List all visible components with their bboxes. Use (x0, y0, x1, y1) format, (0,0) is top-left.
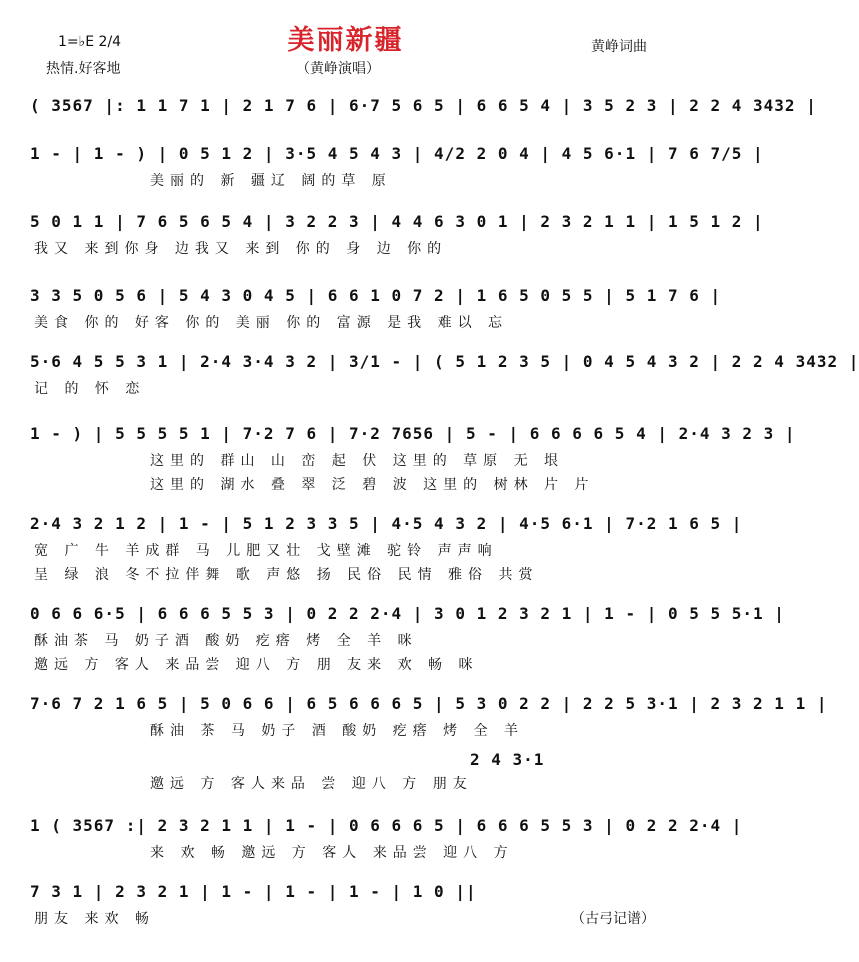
lyric-line: 酥油茶 马 奶子酒 酸奶 疙瘩 烤 全 羊 咪 (34, 633, 418, 649)
lyric-line: 邀远 方 客人 来品尝 迎八 方 朋 友来 欢 畅 咪 (34, 657, 479, 673)
staff-notes: 2·4 3 2 1 2 | 1 - | 5 1 2 3 3 5 | 4·5 4 3 2 | 4·5 6·1 | 7·2 1 6 5 | (30, 514, 743, 533)
staff-line-3 (30, 208, 764, 261)
lyric-line: 这里的 群山 山 峦 起 伏 这里的 草原 无 垠 (150, 453, 565, 469)
staff-notes: 7 3 1 | 2 3 2 1 | 1 - | 1 - | 1 - | 1 0 || (30, 882, 477, 901)
singer-credit: （黄峥演唱） (296, 61, 380, 77)
staff-line-1 (30, 92, 817, 121)
staff-notes: 5·6 4 5 5 3 1 | 2·4 3·4 3 2 | 3/1 - | ( 5 1 2 3 5 | 0 4 5 4 3 2 | 2 2 4 3432 | (30, 352, 859, 371)
staff-line-11 (30, 878, 662, 931)
staff-line-6 (30, 420, 796, 497)
staff-notes: 0 6 6 6·5 | 6 6 6 5 5 3 | 0 2 2 2·4 | 3 0 1 2 3 2 1 | 1 - | 0 5 5 5·1 | (30, 604, 785, 623)
lyric-line: 这里的 湖水 叠 翠 泛 碧 波 这里的 树林 片 片 (150, 477, 595, 493)
lyric-line: 朋友 来欢 畅 (34, 911, 155, 927)
lyric-line: 呈 绿 浪 冬不拉伴舞 歌 声悠 扬 民俗 民情 雅俗 共赏 (34, 567, 539, 583)
staff-line-10 (30, 812, 743, 865)
key-signature: 1=♭E 2/4 (58, 34, 122, 50)
lyric-line: 我又 来到你身 边我又 来到 你的 身 边 你的 (34, 241, 448, 257)
song-title: 美丽新疆 (287, 25, 404, 56)
staff-notes: 1 - | 1 - ) | 0 5 1 2 | 3·5 4 5 4 3 | 4/2 2 0 4 | 4 5 6·1 | 7 6 7/5 | (30, 144, 764, 163)
staff-line-2 (30, 140, 764, 193)
alt-voice-notes (470, 746, 590, 775)
staff-line-4 (30, 282, 722, 335)
tempo-mark: 热情.好客地 (46, 61, 121, 77)
transcriber-credit: （古弓记谱） (571, 911, 655, 927)
lyric-line: 来 欢 畅 邀远 方 客人 来品尝 迎八 方 (150, 845, 514, 861)
staff-notes: 2 4 3·1 (470, 750, 545, 769)
staff-notes: ( 3567 |: 1 1 7 1 | 2 1 7 6 | 6·7 5 6 5 | 6 6 5 4 | 3 5 2 3 | 2 2 4 3432 | (30, 96, 817, 115)
staff-notes: 7·6 7 2 1 6 5 | 5 0 6 6 | 6 5 6 6 6 5 | 5 3 0 2 2 | 2 2 5 3·1 | 2 3 2 1 1 | (30, 694, 828, 713)
staff-notes: 1 - ) | 5 5 5 5 1 | 7·2 7 6 | 7·2 7656 | 5 - | 6 6 6 6 5 4 | 2·4 3 2 3 | (30, 424, 796, 443)
composer-credit: 黄峥词曲 (591, 39, 647, 55)
alt-voice-lyrics (30, 772, 662, 796)
staff-notes: 1 ( 3567 :| 2 3 2 1 1 | 1 - | 0 6 6 6 5 | 6 6 6 5 5 3 | 0 2 2 2·4 | (30, 816, 743, 835)
staff-line-5 (30, 348, 859, 401)
lyric-line: 美丽的 新 疆辽 阔的草 原 (150, 173, 392, 189)
staff-notes: 3 3 5 0 5 6 | 5 4 3 0 4 5 | 6 6 1 0 7 2 | 1 6 5 0 5 5 | 5 1 7 6 | (30, 286, 722, 305)
staff-line-7 (30, 510, 743, 587)
staff-notes: 5 0 1 1 | 7 6 5 6 5 4 | 3 2 2 3 | 4 4 6 3 0 1 | 2 3 2 1 1 | 1 5 1 2 | (30, 212, 764, 231)
staff-line-9 (30, 690, 828, 743)
lyric-line: 宽 广 牛 羊成群 马 儿肥又壮 戈壁滩 驼铃 声声响 (34, 543, 498, 559)
lyric-line: 记 的 怀 恋 (34, 381, 146, 397)
staff-line-8 (30, 600, 785, 677)
lyric-line: 美食 你的 好客 你的 美丽 你的 富源 是我 难以 忘 (34, 315, 509, 331)
lyric-line: 邀远 方 客人来品 尝 迎八 方 朋友 (150, 776, 473, 792)
lyric-line: 酥油 茶 马 奶子 酒 酸奶 疙瘩 烤 全 羊 (150, 723, 525, 739)
